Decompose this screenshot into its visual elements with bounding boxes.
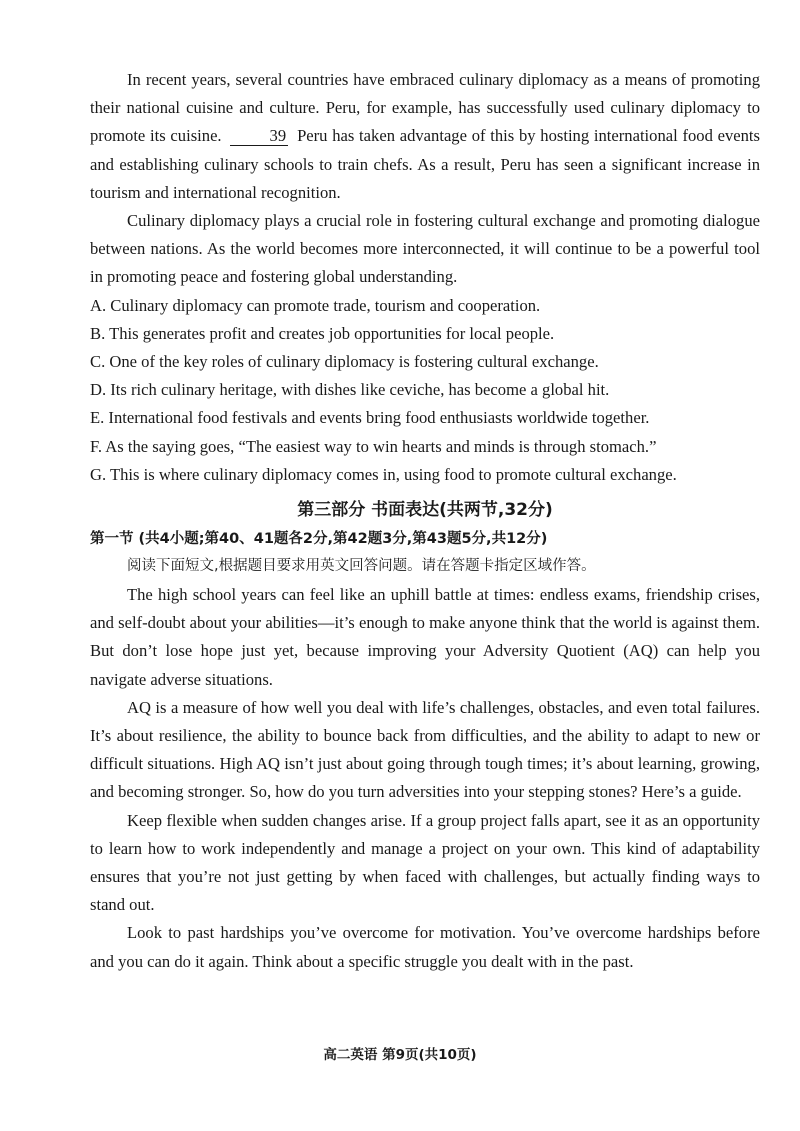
option-c: C. One of the key roles of culinary diplomacy is fostering cultural exchange.	[90, 352, 599, 372]
option-a: A. Culinary diplomacy can promote trade, tourism and cooperation.	[90, 295, 541, 315]
option-d: D. Its rich culinary heritage, with dishes like ceviche, has become a global hit.	[90, 380, 610, 400]
page-content	[90, 66, 760, 976]
passage-paragraph-1: In recent years, several countries have embraced culinary diplomacy as a means of promoting their national cuisine and culture. Peru, for example, has successfully used culinary diplomacy to promote its cuisine. 39 Peru has taken advantage of this by hosting international food events and establishing culinary schools to train chefs. As a result, Peru has seen a significant increase in tourism and international recognition.	[90, 70, 760, 202]
option-b: B. This generates profit and creates job opportunities for local people.	[90, 323, 555, 343]
passage-paragraph-2: Culinary diplomacy plays a crucial role in fostering cultural exchange and promoting dialogue between nations. As the world becomes more interconnected, it will continue to be a powerful tool in promoting peace and fostering global understanding.	[90, 211, 760, 287]
answer-blank-39: 39	[230, 127, 288, 146]
reading-paragraph-2: AQ is a measure of how well you deal with life’s challenges, obstacles, and even total failures. It’s about resilience, the ability to bounce back from difficulties, and the ability to adapt to new or difficult situations. High AQ isn’t just about going through tough times; it’s about learning, growing, and becoming stronger. So, how do you turn adversities into your stepping stones? Here’s a guide.	[90, 697, 760, 802]
option-g: G. This is where culinary diplomacy comes in, using food to promote cultural exchange.	[90, 464, 677, 484]
option-e: E. International food festivals and events bring food enthusiasts worldwide together.	[90, 408, 650, 428]
reading-paragraph-4: Look to past hardships you’ve overcome for motivation. You’ve overcome hardships before and you can do it again. Think about a specific struggle you dealt with in the past.	[90, 923, 760, 971]
option-list	[90, 292, 760, 489]
option-f: F. As the saying goes, “The easiest way to win hearts and minds is through stomach.”	[90, 436, 657, 456]
instruction-text: 阅读下面短文,根据题目要求用英文回答问题。请在答题卡指定区域作答。	[127, 558, 596, 575]
reading-paragraph-1: The high school years can feel like an uphill battle at times: endless exams, friendship crises, and self-doubt about your abilities—it’s enough to make anyone think that the world is against them. But don’t lose hope just yet, because improving your Adversity Quotient (AQ) can help you navigate adverse situations.	[90, 585, 760, 689]
page-footer: 高二英语 第9页(共10页)	[323, 1047, 477, 1063]
part-three-title: 第三部分 书面表达(共两节,32分)	[297, 500, 553, 521]
reading-paragraph-3: Keep flexible when sudden changes arise. If a group project falls apart, see it as an opportunity to learn how to work independently and manage a project on your own. This kind of adaptability ensures that you’re not just getting by when faced with challenges, but actually finding ways to stand out.	[90, 810, 760, 915]
section-one-heading: 第一节 (共4小题;第40、41题各2分,第42题3分,第43题5分,共12分)	[90, 531, 548, 548]
